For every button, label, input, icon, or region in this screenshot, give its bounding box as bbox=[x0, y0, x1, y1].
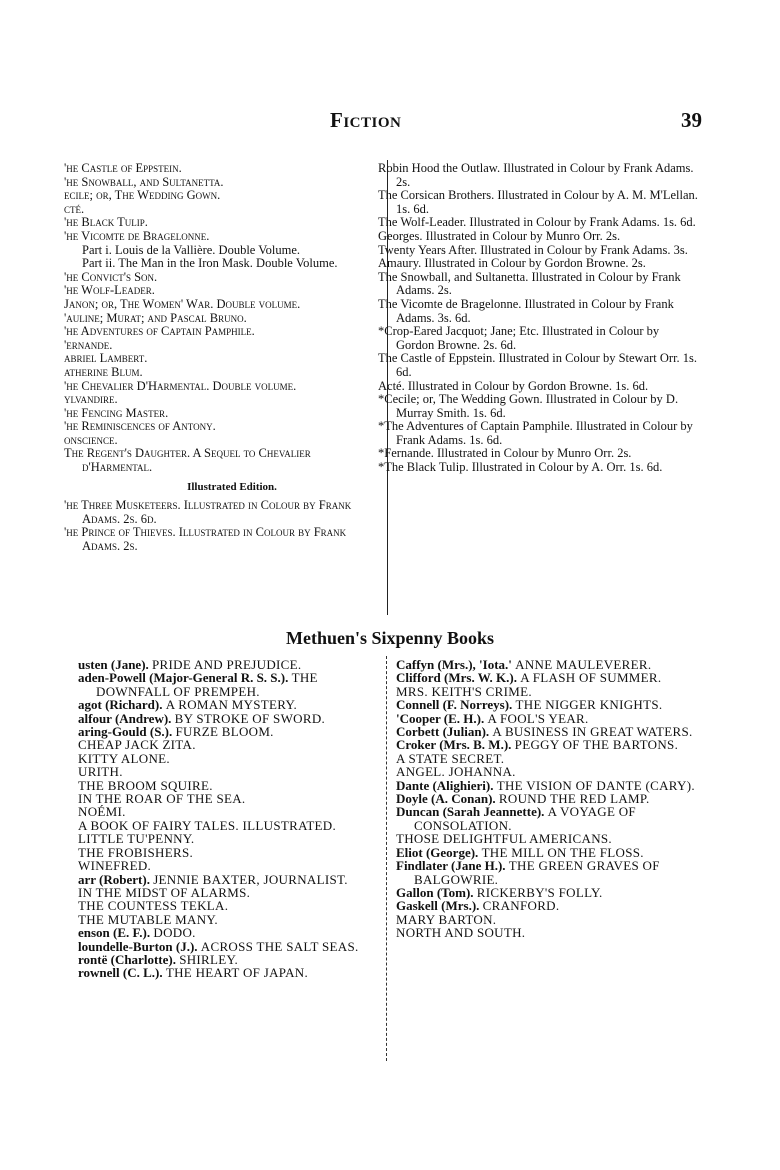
author-name: rontë (Charlotte). bbox=[78, 951, 176, 967]
page-number: 39 bbox=[681, 108, 702, 132]
author-name: Gaskell (Mrs.). bbox=[396, 898, 480, 914]
author-name: Dante (Alighieri). bbox=[396, 777, 494, 793]
book-entry: 'he Castle of Eppstein. bbox=[64, 161, 182, 175]
book-entry: 'he Snowball, and Sultanetta. bbox=[64, 174, 224, 189]
sixpenny-entry bbox=[396, 685, 702, 698]
author-name: Eliot (George). bbox=[396, 844, 479, 860]
sixpenny-entry bbox=[78, 913, 380, 926]
book-title: NOÉMI. bbox=[78, 804, 126, 820]
book-entry: *The Adventures of Captain Pamphile. Illustrated in Colour by Frank Adams. 1s. 6d. bbox=[378, 419, 693, 447]
book-title: THE COUNTESS TEKLA. bbox=[78, 898, 229, 914]
book-title: THE NIGGER KNIGHTS. bbox=[515, 697, 663, 713]
sixpenny-entry bbox=[78, 953, 380, 966]
author-name: agot (Richard). bbox=[78, 697, 163, 713]
book-title: KITTY ALONE. bbox=[78, 750, 170, 766]
book-entry: 'he Vicomte de Bragelonne. bbox=[64, 228, 210, 243]
book-title: A BUSINESS IN GREAT WATERS. bbox=[492, 724, 693, 740]
book-title: ANGEL. JOHANNA. bbox=[396, 764, 516, 780]
book-title: PEGGY OF THE BARTONS. bbox=[514, 737, 679, 753]
book-entry: 'he Three Musketeers. Illustrated in Colour by Frank Adams. 2s. 6d. bbox=[64, 498, 352, 526]
sixpenny-right-column bbox=[396, 658, 702, 940]
book-entry: 'he Adventures of Captain Pamphile. bbox=[64, 324, 255, 339]
book-entry: *Cecile; or, The Wedding Gown. Illustrated in Colour by D. Murray Smith. 1s. 6d. bbox=[378, 392, 679, 420]
book-entry: 'ernande. bbox=[64, 337, 113, 352]
book-title: LITTLE TU'PENNY. bbox=[78, 831, 195, 847]
book-title: URITH. bbox=[78, 764, 123, 780]
book-title: A ROMAN MYSTERY. bbox=[165, 697, 298, 713]
book-title: THE MILL ON THE FLOSS. bbox=[481, 844, 644, 860]
book-entry: ecile; or, The Wedding Gown. bbox=[64, 188, 221, 203]
sixpenny-entry bbox=[396, 712, 702, 725]
author-name: enson (E. F.). bbox=[78, 925, 151, 941]
book-title: THE VISION OF DANTE (CARY). bbox=[496, 777, 695, 793]
page-header bbox=[0, 108, 780, 138]
book-title: A FLASH OF SUMMER. bbox=[520, 670, 662, 686]
book-title: NORTH AND SOUTH. bbox=[396, 925, 526, 941]
book-entry: atherine Blum. bbox=[64, 364, 143, 379]
sixpenny-entry bbox=[78, 899, 380, 912]
sixpenny-entry bbox=[396, 832, 702, 845]
author-name: loundelle-Burton (J.). bbox=[78, 938, 198, 954]
book-title: IN THE MIDST OF ALARMS. bbox=[78, 884, 251, 900]
sixpenny-entry bbox=[396, 725, 702, 738]
sixpenny-entry bbox=[78, 725, 380, 738]
sixpenny-entry bbox=[78, 738, 380, 751]
book-entry: The Castle of Eppstein. Illustrated in Colour by Stewart Orr. 1s. 6d. bbox=[378, 351, 698, 379]
book-entry: cté. bbox=[64, 201, 85, 216]
book-entry: The Snowball, and Sultanetta. Illustrated in Colour by Frank Adams. 2s. bbox=[378, 269, 681, 298]
book-title: A FOOL'S YEAR. bbox=[487, 710, 589, 726]
book-title: SHIRLEY. bbox=[179, 951, 239, 967]
sixpenny-entry bbox=[396, 886, 702, 899]
sixpenny-entry bbox=[396, 926, 702, 939]
sixpenny-entry bbox=[396, 752, 702, 765]
book-title: CRANFORD. bbox=[482, 898, 560, 914]
book-entry: *Fernande. Illustrated in Colour by Munro Orr. 2s. bbox=[378, 446, 632, 461]
book-title: THOSE DELIGHTFUL AMERICANS. bbox=[396, 831, 612, 847]
sixpenny-entry bbox=[396, 738, 702, 751]
book-entry: Robin Hood the Outlaw. Illustrated in Colour by Frank Adams. 2s. bbox=[378, 161, 694, 189]
sixpenny-entry bbox=[78, 671, 380, 698]
author-name: Findlater (Jane H.). bbox=[396, 858, 506, 874]
book-title: MARY BARTON. bbox=[396, 911, 497, 927]
author-name: aring-Gould (S.). bbox=[78, 724, 173, 740]
book-entry: The Vicomte de Bragelonne. Illustrated in Colour by Frank Adams. 3s. 6d. bbox=[378, 296, 674, 325]
book-title: A STATE SECRET. bbox=[396, 750, 505, 766]
book-title: ANNE MAULEVERER. bbox=[515, 657, 652, 672]
author-name: aden-Powell (Major-General R. S. S.). bbox=[78, 670, 289, 686]
book-title: THE HEART OF JAPAN. bbox=[165, 965, 309, 981]
book-entry: abriel Lambert. bbox=[64, 351, 148, 366]
book-entry: *The Black Tulip. Illustrated in Colour by A. Orr. 1s. 6d. bbox=[378, 460, 663, 475]
book-title: BY STROKE OF SWORD. bbox=[174, 710, 326, 726]
sixpenny-entry bbox=[78, 779, 380, 792]
book-entry: The Regent's Daughter. A Sequel to Chevalier d'Harmental. bbox=[64, 446, 311, 475]
author-name: alfour (Andrew). bbox=[78, 710, 172, 726]
book-title: A VOYAGE OF CONSOLATION. bbox=[414, 804, 636, 833]
column-divider-dashed bbox=[386, 656, 387, 1061]
book-title: CHEAP JACK ZITA. bbox=[78, 737, 196, 753]
sixpenny-entry bbox=[396, 805, 702, 832]
sixpenny-entry bbox=[78, 859, 380, 872]
sixpenny-section-title: Methuen's Sixpenny Books bbox=[285, 628, 495, 648]
book-entry: onscience. bbox=[64, 432, 118, 447]
sixpenny-entry bbox=[396, 698, 702, 711]
sixpenny-entry bbox=[396, 779, 702, 792]
sixpenny-entry bbox=[78, 926, 380, 939]
book-entry: Twenty Years After. Illustrated in Colour by Frank Adams. 3s. bbox=[378, 242, 688, 257]
subsection-heading: Illustrated Edition. bbox=[187, 480, 277, 493]
author-name: Duncan (Sarah Jeannette). bbox=[396, 804, 545, 820]
book-title: ACROSS THE SALT SEAS. bbox=[200, 938, 359, 954]
sixpenny-entry bbox=[78, 873, 380, 886]
book-title: RICKERBY'S FOLLY. bbox=[476, 884, 603, 900]
book-title: THE BROOM SQUIRE. bbox=[78, 777, 213, 793]
book-entry: Georges. Illustrated in Colour by Munro Orr. 2s. bbox=[378, 228, 621, 243]
sixpenny-entry bbox=[396, 671, 702, 684]
author-name: Connell (F. Norreys). bbox=[396, 697, 513, 713]
sixpenny-entry bbox=[78, 792, 380, 805]
book-entry: 'he Wolf-Leader. bbox=[64, 283, 155, 298]
sixpenny-entry bbox=[78, 832, 380, 845]
fiction-left-column bbox=[64, 161, 382, 554]
sixpenny-entry bbox=[396, 792, 702, 805]
book-entry: 'he Convict's Son. bbox=[64, 269, 158, 284]
book-entry: Amaury. Illustrated in Colour by Gordon Browne. 2s. bbox=[378, 256, 646, 271]
sixpenny-entry bbox=[78, 846, 380, 859]
book-title: MRS. KEITH'S CRIME. bbox=[396, 683, 532, 699]
sixpenny-entry bbox=[78, 658, 380, 671]
sixpenny-entry bbox=[78, 966, 380, 979]
sixpenny-entry bbox=[396, 846, 702, 859]
sixpenny-entry bbox=[396, 765, 702, 778]
author-name: Clifford (Mrs. W. K.). bbox=[396, 670, 517, 686]
book-title: ROUND THE RED LAMP. bbox=[498, 791, 650, 807]
author-name: Doyle (A. Conan). bbox=[396, 791, 496, 807]
author-name: Croker (Mrs. B. M.). bbox=[396, 737, 512, 753]
book-entry: The Wolf-Leader. Illustrated in Colour by Frank Adams. 1s. 6d. bbox=[378, 215, 696, 230]
sixpenny-entry bbox=[78, 886, 380, 899]
author-name: Gallon (Tom). bbox=[396, 884, 474, 900]
book-title: PRIDE AND PREJUDICE. bbox=[152, 657, 302, 672]
author-name: Caffyn (Mrs.), 'Iota.' bbox=[396, 657, 512, 672]
book-entry: ylvandire. bbox=[64, 392, 118, 407]
book-title: IN THE ROAR OF THE SEA. bbox=[78, 791, 246, 807]
book-entry: Part i. Louis de la Vallière. Double Volume. bbox=[82, 242, 301, 257]
book-title: THE FROBISHERS. bbox=[78, 844, 194, 860]
sixpenny-left-column bbox=[78, 658, 380, 980]
book-title: THE DOWNFALL OF PREMPEH. bbox=[96, 670, 318, 699]
book-entry: 'auline; Murat; and Pascal Bruno. bbox=[64, 310, 247, 325]
sixpenny-entry bbox=[78, 819, 380, 832]
book-title: DODO. bbox=[153, 925, 196, 941]
sixpenny-entry bbox=[78, 805, 380, 818]
book-entry: 'he Reminiscences of Antony. bbox=[64, 419, 216, 434]
sixpenny-entry bbox=[396, 899, 702, 912]
book-entry: *Crop-Eared Jacquot; Jane; Etc. Illustrated in Colour by Gordon Browne. 2s. 6d. bbox=[378, 324, 660, 352]
book-entry: Acté. Illustrated in Colour by Gordon Browne. 1s. 6d. bbox=[378, 378, 649, 393]
sixpenny-entry bbox=[396, 859, 702, 886]
book-entry: 'he Black Tulip. bbox=[64, 215, 148, 230]
book-title: JENNIE BAXTER, JOURNALIST. bbox=[153, 871, 348, 887]
book-entry: 'he Chevalier D'Harmental. Double volume. bbox=[64, 378, 297, 393]
book-entry: 'he Fencing Master. bbox=[64, 405, 169, 420]
book-title: WINEFRED. bbox=[78, 858, 152, 874]
book-entry: Part ii. The Man in the Iron Mask. Double Volume. bbox=[82, 256, 338, 271]
author-name: Corbett (Julian). bbox=[396, 724, 490, 740]
author-name: rownell (C. L.). bbox=[78, 965, 163, 981]
sixpenny-entry bbox=[78, 940, 380, 953]
sixpenny-entry bbox=[78, 752, 380, 765]
sixpenny-entry bbox=[78, 698, 380, 711]
book-entry: 'he Prince of Thieves. Illustrated in Colour by Frank Adams. 2s. bbox=[64, 525, 347, 554]
book-title: THE GREEN GRAVES OF BALGOWRIE. bbox=[414, 858, 660, 887]
fiction-right-column bbox=[378, 161, 700, 475]
sixpenny-entry bbox=[78, 712, 380, 725]
page-title: Fiction bbox=[330, 108, 402, 132]
book-entry: The Corsican Brothers. Illustrated in Colour by A. M. M'Lellan. 1s. 6d. bbox=[378, 188, 698, 216]
author-name: 'Cooper (E. H.). bbox=[396, 710, 485, 726]
book-title: FURZE BLOOM. bbox=[175, 724, 274, 740]
book-title: THE MUTABLE MANY. bbox=[78, 911, 218, 927]
author-name: arr (Robert). bbox=[78, 871, 150, 887]
sixpenny-entry bbox=[396, 658, 702, 671]
book-title: A BOOK OF FAIRY TALES. ILLUSTRATED. bbox=[78, 817, 337, 833]
sixpenny-entry bbox=[78, 765, 380, 778]
sixpenny-entry bbox=[396, 913, 702, 926]
book-entry: Janon; or, The Women' War. Double volume. bbox=[64, 296, 301, 311]
author-name: usten (Jane). bbox=[78, 657, 149, 672]
